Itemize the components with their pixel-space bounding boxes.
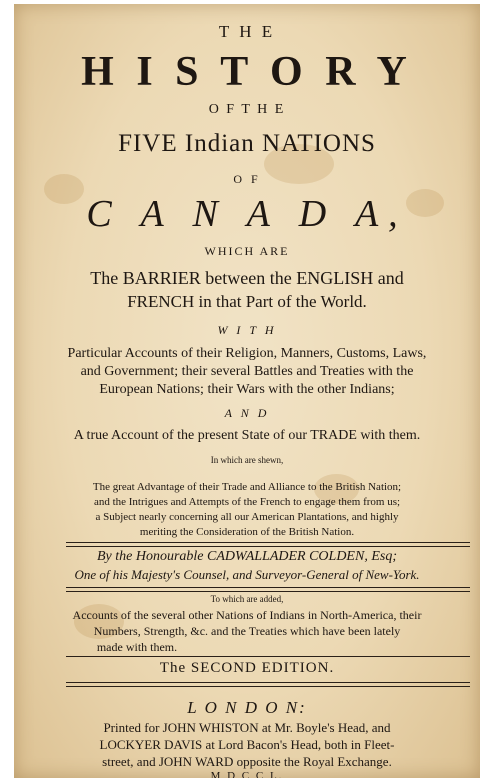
printed-line-3: street, and JOHN WARD opposite the Royal Exchange. xyxy=(102,754,392,769)
true-account-line: A true Account of the present State of our TRADE with them. xyxy=(73,428,421,443)
of-the-line: O F T H E xyxy=(208,102,286,117)
author-line-2: One of his Majesty's Counsel, and Surveyor-General of New-York. xyxy=(74,567,420,582)
advantage-line-1: The great Advantage of their Trade and Alliance to the British Nation; xyxy=(92,481,402,493)
the-line: T H E xyxy=(218,22,276,41)
rule-above-author xyxy=(66,542,470,547)
rule-below-author xyxy=(66,587,470,592)
edition-line: The SECOND EDITION. xyxy=(159,660,335,676)
history-title: H I S T O R Y xyxy=(81,49,413,95)
canada-title: C A N A D A, xyxy=(86,193,408,235)
printed-line-1: Printed for JOHN WHISTON at Mr. Boyle's Head, and xyxy=(103,720,391,735)
added-line-3: made with them. xyxy=(96,640,178,654)
and-line: A N D xyxy=(224,406,270,420)
accounts-line-3: European Nations; their Wars with the other Indians; xyxy=(99,382,395,397)
advantage-line-3: a Subject nearly concerning all our American Plantations, and highly xyxy=(95,511,399,523)
added-line: To which are added, xyxy=(210,594,284,604)
title-page xyxy=(14,4,480,778)
five-nations-line: FIVE Indian NATIONS xyxy=(118,130,376,157)
london-line: L O N D O N: xyxy=(187,698,307,717)
author-line-1: By the Honourable CADWALLADER COLDEN, Esq; xyxy=(96,549,397,564)
added-line-1: Accounts of the several other Nations of Indians in North-America, their xyxy=(72,608,422,622)
barrier-line-1: The BARRIER between the ENGLISH and xyxy=(90,268,404,288)
rule-above-edition xyxy=(66,656,470,657)
accounts-line-2: and Government; their several Battles and Treaties with the xyxy=(80,364,414,379)
which-are-line: WHICH ARE xyxy=(204,244,290,258)
with-line: W I T H xyxy=(217,323,277,337)
added-line-2: Numbers, Strength, &c. and the Treaties which have been lately xyxy=(93,624,401,638)
in-which-line: In which are shewn, xyxy=(210,455,284,465)
of-line: O F xyxy=(233,172,261,186)
advantage-line-2: and the Intrigues and Attempts of the French to engage them from us; xyxy=(93,496,401,508)
rule-below-edition xyxy=(66,682,470,687)
accounts-line-1: Particular Accounts of their Religion, Manners, Customs, Laws, xyxy=(67,346,427,361)
barrier-line-2: FRENCH in that Part of the World. xyxy=(127,292,367,311)
advantage-line-4: meriting the Consideration of the British Nation. xyxy=(139,526,355,538)
printed-line-2: LOCKYER DAVIS at Lord Bacon's Head, both in Fleet- xyxy=(99,737,395,752)
year-line: M D C C L. xyxy=(210,770,284,778)
